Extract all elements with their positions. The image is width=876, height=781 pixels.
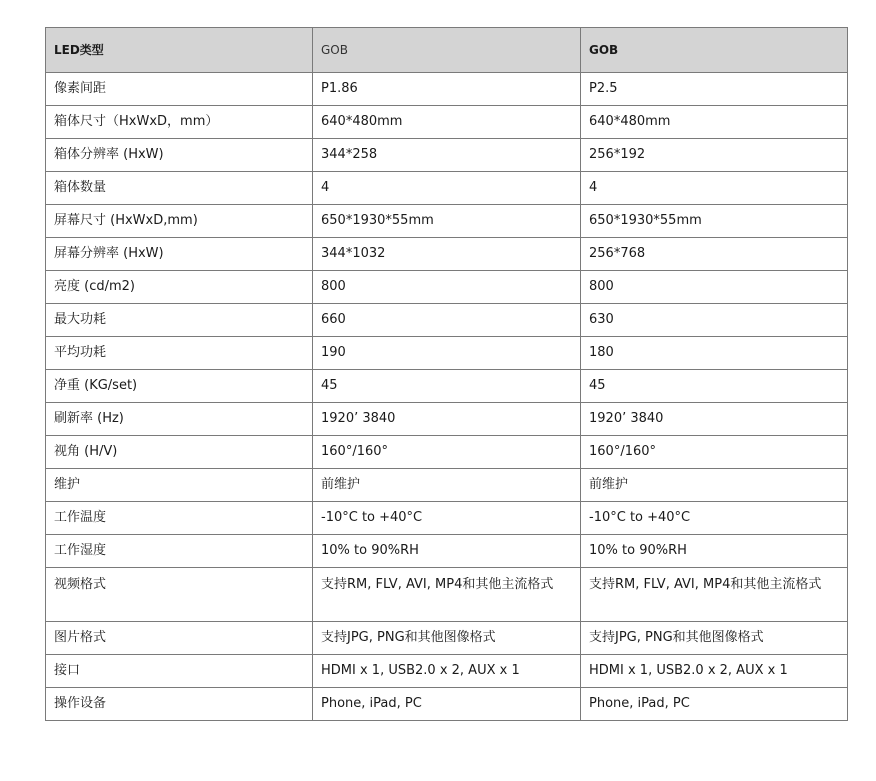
table-row: [46, 304, 848, 337]
spec-value-cell-p25: Phone, iPad, PC: [581, 688, 848, 721]
spec-value-cell-p25: 630: [581, 304, 848, 337]
spec-value-cell-p186: 640*480mm: [313, 106, 581, 139]
spec-value-cell-p186: P1.86: [313, 73, 581, 106]
spec-label-cell: 净重 (KG/set): [46, 370, 313, 403]
table-row: [46, 403, 848, 436]
spec-label-cell: 刷新率 (Hz): [46, 403, 313, 436]
spec-label-cell: 接口: [46, 655, 313, 688]
spec-table: [45, 27, 848, 721]
spec-value-cell-p186: HDMI x 1, USB2.0 x 2, AUX x 1: [313, 655, 581, 688]
spec-value-cell-p25: 支持RM, FLV, AVI, MP4和其他主流格式: [581, 568, 848, 622]
header-cell-gob-p186: GOB: [313, 28, 581, 73]
spec-label-cell: 亮度 (cd/m2): [46, 271, 313, 304]
spec-value-cell-p186: Phone, iPad, PC: [313, 688, 581, 721]
header-cell-led-type: LED类型: [46, 28, 313, 73]
spec-value-cell-p25: 640*480mm: [581, 106, 848, 139]
table-row: [46, 568, 848, 622]
spec-value-cell-p25: 650*1930*55mm: [581, 205, 848, 238]
spec-label-cell: 最大功耗: [46, 304, 313, 337]
spec-value-cell-p186: 45: [313, 370, 581, 403]
table-row: [46, 535, 848, 568]
spec-label-cell: 箱体尺寸（HxWxD，mm）: [46, 106, 313, 139]
table-row: [46, 370, 848, 403]
spec-value-cell-p25: P2.5: [581, 73, 848, 106]
spec-value-cell-p186: 160°/160°: [313, 436, 581, 469]
spec-value-cell-p25: 支持JPG, PNG和其他图像格式: [581, 622, 848, 655]
table-row: [46, 73, 848, 106]
spec-label-cell: 屏幕尺寸 (HxWxD,mm): [46, 205, 313, 238]
spec-value-cell-p186: 344*258: [313, 139, 581, 172]
spec-value-cell-p186: 650*1930*55mm: [313, 205, 581, 238]
spec-label-cell: 工作湿度: [46, 535, 313, 568]
spec-label-cell: 平均功耗: [46, 337, 313, 370]
table-row: [46, 502, 848, 535]
spec-value-cell-p186: 支持JPG, PNG和其他图像格式: [313, 622, 581, 655]
spec-label-cell: 视角 (H/V): [46, 436, 313, 469]
spec-value-cell-p25: 1920’ 3840: [581, 403, 848, 436]
spec-value-cell-p186: 344*1032: [313, 238, 581, 271]
spec-value-cell-p186: 190: [313, 337, 581, 370]
table-row: [46, 622, 848, 655]
spec-value-cell-p25: HDMI x 1, USB2.0 x 2, AUX x 1: [581, 655, 848, 688]
table-body: [46, 73, 848, 721]
table-row: [46, 238, 848, 271]
table-row: [46, 139, 848, 172]
spec-value-cell-p186: 10% to 90%RH: [313, 535, 581, 568]
spec-label-cell: 箱体分辨率 (HxW): [46, 139, 313, 172]
spec-value-cell-p186: 前维护: [313, 469, 581, 502]
spec-value-cell-p186: 1920’ 3840: [313, 403, 581, 436]
spec-value-cell-p25: 256*192: [581, 139, 848, 172]
spec-value-cell-p25: 180: [581, 337, 848, 370]
spec-value-cell-p186: -10°C to +40°C: [313, 502, 581, 535]
spec-label-cell: 屏幕分辨率 (HxW): [46, 238, 313, 271]
spec-value-cell-p25: 10% to 90%RH: [581, 535, 848, 568]
spec-value-cell-p186: 支持RM, FLV, AVI, MP4和其他主流格式: [313, 568, 581, 622]
spec-value-cell-p186: 660: [313, 304, 581, 337]
spec-label-cell: 视频格式: [46, 568, 313, 622]
spec-value-cell-p25: 800: [581, 271, 848, 304]
spec-label-cell: 维护: [46, 469, 313, 502]
table-row: [46, 655, 848, 688]
table-row: [46, 205, 848, 238]
table-row: [46, 688, 848, 721]
spec-label-cell: 箱体数量: [46, 172, 313, 205]
header-cell-gob-p25: GOB: [581, 28, 848, 73]
spec-value-cell-p25: 45: [581, 370, 848, 403]
spec-label-cell: 工作温度: [46, 502, 313, 535]
spec-label-cell: 图片格式: [46, 622, 313, 655]
table-row: [46, 436, 848, 469]
spec-value-cell-p25: 256*768: [581, 238, 848, 271]
spec-value-cell-p25: 4: [581, 172, 848, 205]
spec-label-cell: 操作设备: [46, 688, 313, 721]
table-header-row: [46, 28, 848, 73]
spec-value-cell-p25: 160°/160°: [581, 436, 848, 469]
spec-value-cell-p25: 前维护: [581, 469, 848, 502]
spec-value-cell-p186: 4: [313, 172, 581, 205]
spec-value-cell-p186: 800: [313, 271, 581, 304]
table-row: [46, 271, 848, 304]
spec-value-cell-p25: -10°C to +40°C: [581, 502, 848, 535]
table-row: [46, 172, 848, 205]
table-row: [46, 337, 848, 370]
table-row: [46, 469, 848, 502]
spec-label-cell: 像素间距: [46, 73, 313, 106]
table-row: [46, 106, 848, 139]
